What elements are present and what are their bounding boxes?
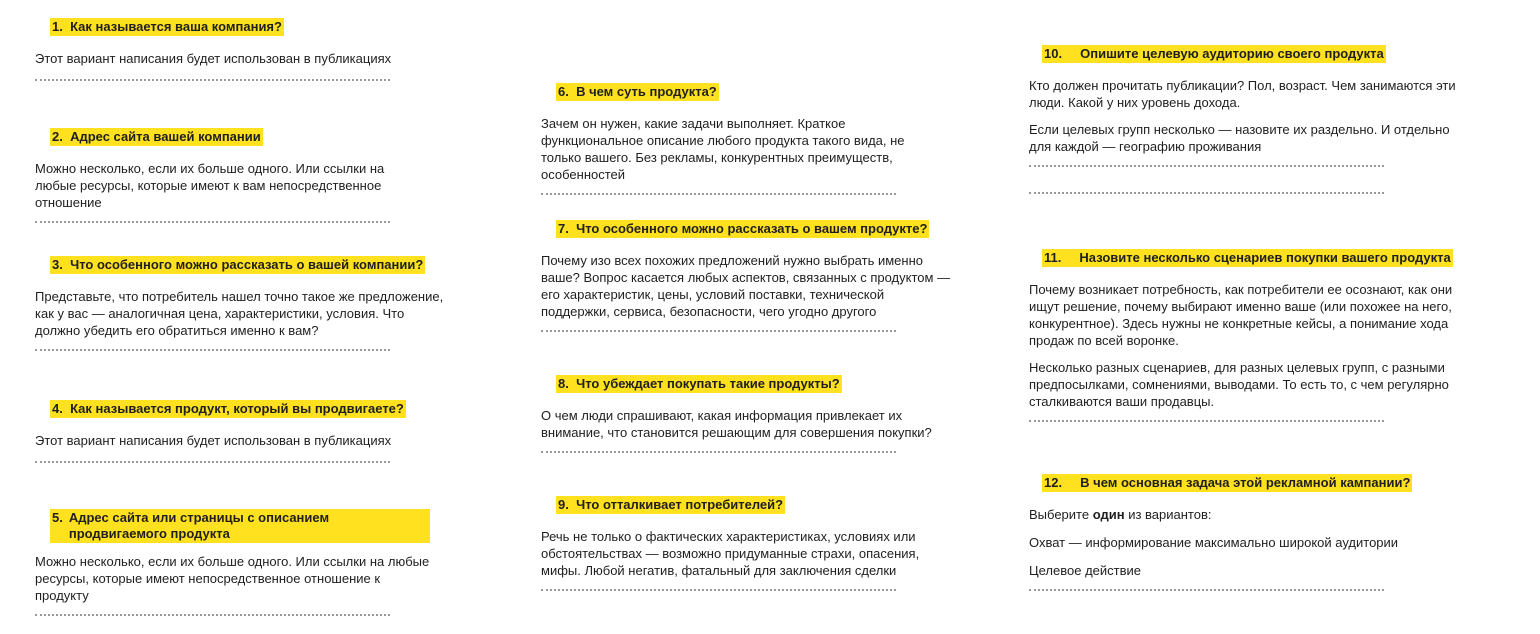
question-9 (541, 496, 961, 591)
option-reach[interactable]: Охват — информирование максимально широкой аудитории (1029, 535, 1399, 550)
question-description: Кто должен прочитать публикации? Пол, возраст. Чем занимаются эти люди. Какой у них уровень дохода. Если целевых групп несколько — назовите их раздельно. И отдельно для каждой — географию проживания (1029, 78, 1456, 154)
answer-line[interactable] (35, 79, 390, 81)
answer-line[interactable] (1029, 165, 1384, 167)
question-1 (35, 18, 455, 81)
question-title: 4. Как называется продукт, который вы продвигаете? (52, 401, 404, 416)
question-title: 11. Назовите несколько сценариев покупки вашего продукта (1044, 250, 1451, 265)
answer-line[interactable] (541, 451, 896, 453)
question-description: Речь не только о фактических характеристиках, условиях или обстоятельствах — возможно придуманные страхи, опасения, мифы. Любой негатив, фатальный для заключения сделки (541, 529, 920, 578)
answer-line[interactable] (541, 330, 896, 332)
question-11 (1029, 249, 1469, 422)
question-description: Почему возникает потребность, как потребители ее осознают, как они ищут решение, почему выбирают именно ваше (или похожее на него, конкурентное). Здесь нужны не конкретные кейсы, а понимание хода продаж по всей воронке. Несколько разных сценариев, для разных целевых групп, с разными предпосылками, сомнениями, выводами. То есть то, с чем регулярно сталкиваются ваши продавцы. (1029, 282, 1453, 409)
question-title: 8. Что убеждает покупать такие продукты? (558, 376, 840, 391)
question-description: Почему изо всех похожих предложений нужно выбрать именно ваше? Вопрос касается любых аспектов, связанных с продуктом — его характеристик, цены, условий поставки, технической поддержки, сервиса, безопасности, чего угодно другого (541, 253, 951, 319)
question-description: О чем люди спрашивают, какая информация привлекает их внимание, что становится решающим для совершения покупки? (541, 408, 932, 440)
question-title: 2. Адрес сайта вашей компании (52, 129, 261, 144)
question-title: 12. В чем основная задача этой рекламной кампании? (1044, 475, 1411, 490)
answer-line[interactable] (35, 349, 390, 351)
question-title: 1. Как называется ваша компания? (52, 19, 282, 34)
question-5 (35, 509, 455, 616)
question-6 (541, 83, 961, 195)
question-title: 6. В чем суть продукта? (558, 84, 717, 99)
answer-line[interactable] (35, 461, 390, 463)
question-description: Представьте, что потребитель нашел точно такое же предложение, как у вас — аналогичная цена, характеристики, условия. Что должно убедить его обратиться именно к вам? (35, 289, 444, 338)
question-title: 5. Адрес сайта или страницы с описанием продвигаемого продукта (50, 509, 430, 543)
question-10 (1029, 45, 1469, 194)
question-7 (541, 220, 961, 332)
question-description: Можно несколько, если их больше одного. Или ссылки на любые ресурсы, которые имеют непосредственное отношение к продукту (35, 554, 430, 603)
question-3 (35, 256, 455, 351)
question-title: 9. Что отталкивает потребителей? (558, 497, 784, 512)
question-title: 3. Что особенного можно рассказать о вашей компании? (52, 257, 424, 272)
answer-line[interactable] (35, 221, 390, 223)
question-description: Зачем он нужен, какие задачи выполняет. Краткое функциональное описание любого продукта такого вида, не только вашего. Без рекламы, конкурентных преимуществ, особенностей (541, 116, 905, 182)
answer-line[interactable] (541, 589, 896, 591)
question-12 (1029, 474, 1469, 591)
option-target-action[interactable]: Целевое действие (1029, 563, 1141, 578)
question-description: Выберите один из вариантов: Охват — информирование максимально широкой аудитории Целевое действие (1029, 506, 1459, 579)
answer-line[interactable] (541, 193, 896, 195)
question-description: Можно несколько, если их больше одного. Или ссылки на любые ресурсы, которые имеют к вам непосредственное отношение (35, 161, 385, 210)
answer-line[interactable] (1029, 589, 1384, 591)
question-description: Этот вариант написания будет использован в публикациях (35, 51, 392, 66)
question-8 (541, 375, 961, 453)
question-title: 7. Что особенного можно рассказать о вашем продукте? (558, 221, 928, 236)
answer-line[interactable] (1029, 192, 1384, 194)
answer-line[interactable] (35, 614, 390, 616)
question-title: 10. Опишите целевую аудиторию своего продукта (1044, 46, 1384, 61)
answer-line[interactable] (1029, 420, 1384, 422)
question-description: Этот вариант написания будет использован в публикациях (35, 433, 392, 448)
question-4 (35, 400, 455, 463)
question-2 (35, 128, 455, 223)
